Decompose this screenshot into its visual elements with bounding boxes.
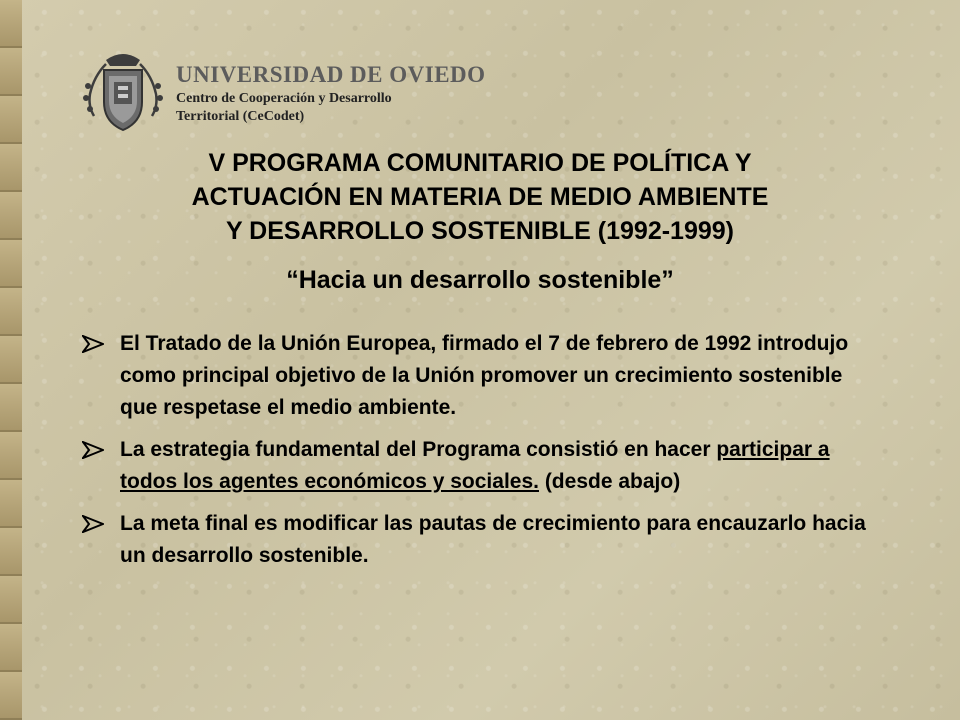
bullet-list bbox=[82, 328, 872, 582]
border-tile bbox=[0, 672, 22, 720]
bullet-text: La meta final es modificar las pautas de crecimiento para encauzarlo hacia un desarrollo sostenible. bbox=[120, 512, 866, 567]
arrow-bullet-icon bbox=[82, 515, 104, 533]
border-tile bbox=[0, 96, 22, 144]
title-line3: Y DESARROLLO SOSTENIBLE (1992-1999) bbox=[225, 217, 734, 245]
border-tile bbox=[0, 432, 22, 480]
border-tile bbox=[0, 384, 22, 432]
arrow-bullet-icon bbox=[82, 441, 104, 459]
bullet-item bbox=[82, 434, 872, 498]
center-name-line1: Centro de Cooperación y Desarrollo bbox=[176, 91, 392, 106]
bullet-text: (desde abajo) bbox=[538, 470, 681, 493]
slide-title bbox=[80, 146, 880, 248]
bullet-text: El Tratado de la Unión Europea, firmado el 7 de febrero de 1992 introdujo como principal objetivo de la Unión promover un crecimiento sostenible que respetase el medio ambiente. bbox=[120, 332, 849, 419]
border-tile bbox=[0, 336, 22, 384]
border-tile bbox=[0, 144, 22, 192]
title-line2: ACTUACIÓN EN MATERIA DE MEDIO AMBIENTE bbox=[191, 183, 769, 211]
border-tile bbox=[0, 528, 22, 576]
center-name bbox=[176, 90, 396, 126]
university-crest-icon bbox=[76, 46, 170, 136]
center-name-line2: Territorial (CeCodet) bbox=[176, 109, 305, 124]
bullet-item bbox=[82, 508, 872, 572]
left-border-strip bbox=[0, 0, 22, 720]
university-name: UNIVERSIDAD DE OVIEDO bbox=[176, 62, 486, 87]
bullet-text: La estrategia fundamental del Programa consistió en hacer bbox=[120, 438, 717, 461]
bullet-item bbox=[82, 328, 872, 424]
title-line1: V PROGRAMA COMUNITARIO DE POLÍTICA Y bbox=[208, 149, 752, 177]
border-tile bbox=[0, 240, 22, 288]
border-tile bbox=[0, 480, 22, 528]
arrow-bullet-icon bbox=[82, 335, 104, 353]
border-tile bbox=[0, 192, 22, 240]
border-tile bbox=[0, 48, 22, 96]
university-header bbox=[76, 46, 486, 136]
border-tile bbox=[0, 624, 22, 672]
slide-subtitle: “Hacia un desarrollo sostenible” bbox=[286, 266, 674, 294]
border-tile bbox=[0, 576, 22, 624]
bullet-text-underlined: participar a todos los agentes económicos y sociales. bbox=[120, 438, 830, 493]
border-tile bbox=[0, 288, 22, 336]
border-tile bbox=[0, 0, 22, 48]
